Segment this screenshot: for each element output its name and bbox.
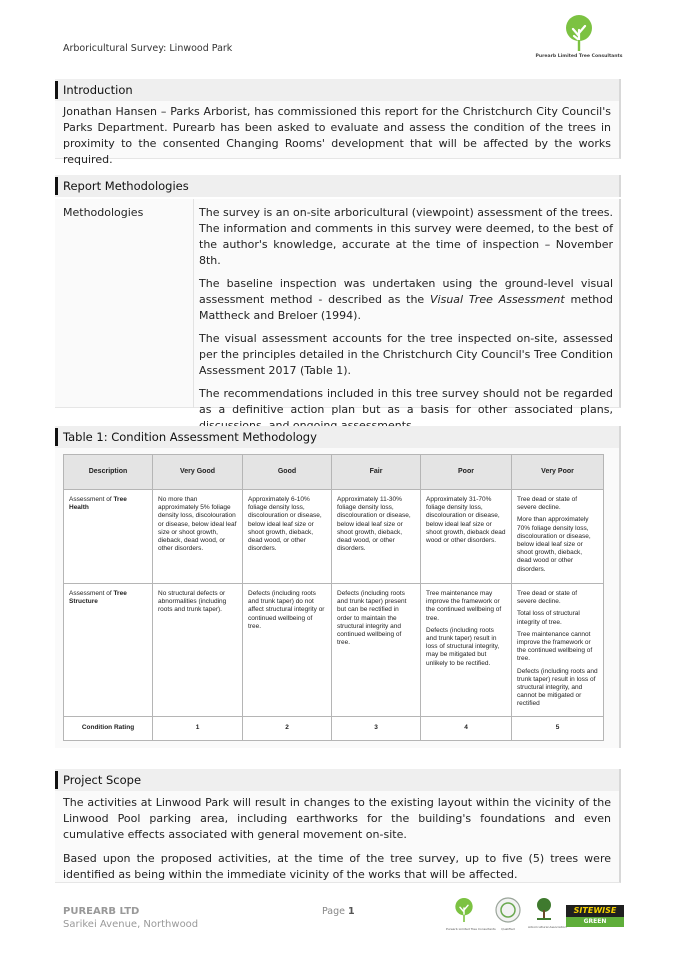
sitewise-wordmark: SITEWISE (566, 905, 624, 917)
rating-good: 2 (243, 717, 332, 741)
footer-qualified-logo (494, 897, 522, 937)
structure-very-poor-line-2: Total loss of structural integrity of tree. (517, 610, 580, 626)
methodologies-paragraph-1: The survey is an on-site arboricultural (viewpoint) assessment of the trees. The information and comments in this survey were deemed, to the best of the author's knowledge, accurate at the time of inspection – November 8th. (199, 206, 613, 267)
label-prefix: Assessment of (69, 590, 114, 597)
footer-logos (446, 897, 626, 937)
qualified-badge-icon (495, 897, 521, 923)
tree-logo-icon (454, 897, 474, 923)
table-row-tree-health (64, 490, 604, 584)
table-row-condition-rating (64, 717, 604, 741)
condition-assessment-table (63, 454, 604, 741)
table-header-row (64, 455, 604, 490)
methodologies-paragraph-4: The recommendations included in this tree survey should not be regarded as a definitive action plan but as a basis for other associated plans, (199, 387, 613, 416)
p2-text-after: method Mattheck and Breloer (1994). (199, 293, 613, 322)
p2-italic-term: Visual Tree Assessment (430, 293, 565, 306)
methodologies-paragraph-3: The visual assessment accounts for the tree inspected on-site, assessed per the principles detailed in the Christchurch City Council's Tree Condition Assessment 2017 (Table 1). (199, 332, 613, 377)
header-poor: Poor (421, 455, 512, 490)
scope-body (55, 791, 621, 883)
methodologies-text (199, 205, 613, 434)
label-bold: Tree Structure (69, 590, 127, 606)
footer-company: PUREARB LTD (63, 906, 140, 917)
health-fair: Approximately 11-30% foliage density loss, discolouration or disease, below ideal leaf size or shoot growth, dieback, dead wood, or other disorders. (332, 490, 421, 584)
rating-very-poor: 5 (512, 717, 604, 741)
scope-heading: Project Scope (63, 773, 142, 787)
page-number-value: 1 (348, 906, 355, 917)
structure-poor-line-1: Tree maintenance may improve the framework or the continued wellbeing of tree. (426, 590, 502, 622)
heading-marker (55, 428, 58, 446)
structure-very-good: No structural defects or abnormalities (including roots and trunk taper). (153, 584, 243, 717)
scope-paragraph-1: The activities at Linwood Park will result in changes to the existing layout within the vicinity of the Linwood Pool parking area, including earthworks for the building's foundations and even cumulative effects associated with general movement on-site. (63, 796, 611, 841)
table1-container (55, 448, 621, 748)
purearb-logo (534, 14, 624, 66)
structure-good: Defects (including roots and trunk taper) do not affect structural integrity or continued wellbeing of tree. (243, 584, 332, 717)
footer-logo1-caption: Purearb Limited Tree Consultants (446, 927, 496, 931)
header-very-good: Very Good (153, 455, 243, 490)
health-very-poor (512, 490, 604, 584)
heading-marker (55, 177, 58, 195)
sitewise-sub: GREEN (566, 917, 624, 927)
label-prefix: Assessment of (69, 496, 114, 503)
footer-address: Sarikei Avenue, Northwood (63, 919, 199, 930)
heading-marker (55, 81, 58, 99)
row-label-condition-rating: Condition Rating (64, 717, 153, 741)
rating-fair: 3 (332, 717, 421, 741)
p2-text-before: The baseline inspection was undertaken using the ground-level visual assessment method - described as the (199, 277, 613, 306)
methodologies-heading: Report Methodologies (63, 179, 189, 193)
structure-very-poor-line-1: Tree dead or state of severe decline. (517, 590, 578, 606)
label-bold: Tree Health (69, 496, 127, 512)
footer-logo3-caption: Arboricultural Association (528, 925, 567, 929)
scope-heading-bar (55, 769, 621, 791)
structure-very-poor-line-4: Defects (including roots and trunk taper) result in loss of structural integrity, and cannot be mitigated or rectified (517, 667, 598, 708)
introduction-heading: Introduction (63, 83, 133, 97)
scope-paragraph-2: Based upon the proposed activities, at the time of the tree survey, up to five (5) trees were identified as being within the immediate vicinity of the works that will be affected. (63, 852, 611, 881)
footer-sitewise-logo (566, 905, 624, 929)
methodologies-heading-bar (55, 175, 621, 197)
introduction-heading-bar (55, 79, 621, 101)
footer-purearb-logo (446, 897, 496, 937)
health-poor: Approximately 31-70% foliage density loss, discolouration or disease, below ideal leaf size or shoot growth, dieback dead wood or other disorders. (421, 490, 512, 584)
health-very-poor-line-1: Tree dead or state of severe decline. (517, 496, 578, 512)
structure-poor-line-2: Defects (including roots and trunk taper) result in loss of structural integrity, may be mitigated but unlikely to be rectified. (426, 626, 500, 667)
page-number (322, 906, 355, 917)
health-good: Approximately 6-10% foliage density loss, discolouration or disease, below ideal leaf size or shoot growth, dieback, dead wood, or other disorders. (243, 490, 332, 584)
header-fair: Fair (332, 455, 421, 490)
row-label-tree-structure (64, 584, 153, 717)
column-divider (193, 199, 194, 408)
methodologies-label: Methodologies (63, 206, 144, 219)
health-very-poor-line-2: More than approximately 70% foliage density loss, discolouration or disease, below ideal leaf size or shoot growth, dieback, dead wood or other disorders. (517, 516, 591, 573)
rating-poor: 4 (421, 717, 512, 741)
heading-marker (55, 771, 58, 789)
page-label: Page (322, 906, 345, 917)
structure-poor (421, 584, 512, 717)
methodologies-body (55, 199, 621, 416)
structure-very-poor (512, 584, 604, 717)
table1-heading: Table 1: Condition Assessment Methodology (63, 430, 317, 444)
header-description: Description (64, 455, 153, 490)
header-good: Good (243, 455, 332, 490)
table-row-tree-structure (64, 584, 604, 717)
header-very-poor: Very Poor (512, 455, 604, 490)
tree-logo-icon (564, 14, 594, 52)
footer-logo2-caption: Qualified (501, 927, 515, 931)
structure-very-poor-line-3: Tree maintenance cannot improve the framework or the continued wellbeing of tree. (517, 630, 593, 663)
table1-heading-bar (55, 426, 621, 448)
row-label-tree-health (64, 490, 153, 584)
footer-arb-association-logo (528, 897, 567, 937)
methodologies-paragraph-2 (199, 276, 613, 324)
logo-caption: Purearb Limited Tree Consultants (535, 54, 623, 59)
health-very-good: No more than approximately 5% foliage density loss, discolouration or disease, below ideal leaf size or shoot growth, dieback, dead wood, or other disorders. (153, 490, 243, 584)
rating-very-good: 1 (153, 717, 243, 741)
introduction-text: Jonathan Hansen – Parks Arborist, has commissioned this report for the Christchurch City Council's Parks Department. Purearb has been asked to evaluate and assess the condition of the trees in proximity to the consented Changing Rooms' development that will be affected by the works required. (63, 105, 611, 166)
introduction-body (55, 101, 621, 166)
document-header-title: Arboricultural Survey: Linwood Park (63, 43, 233, 54)
arb-association-tree-icon (535, 897, 553, 921)
structure-fair: Defects (including roots and trunk taper) present but can be rectified in order to maintain the structural integrity and continued wellbeing of tree. (332, 584, 421, 717)
